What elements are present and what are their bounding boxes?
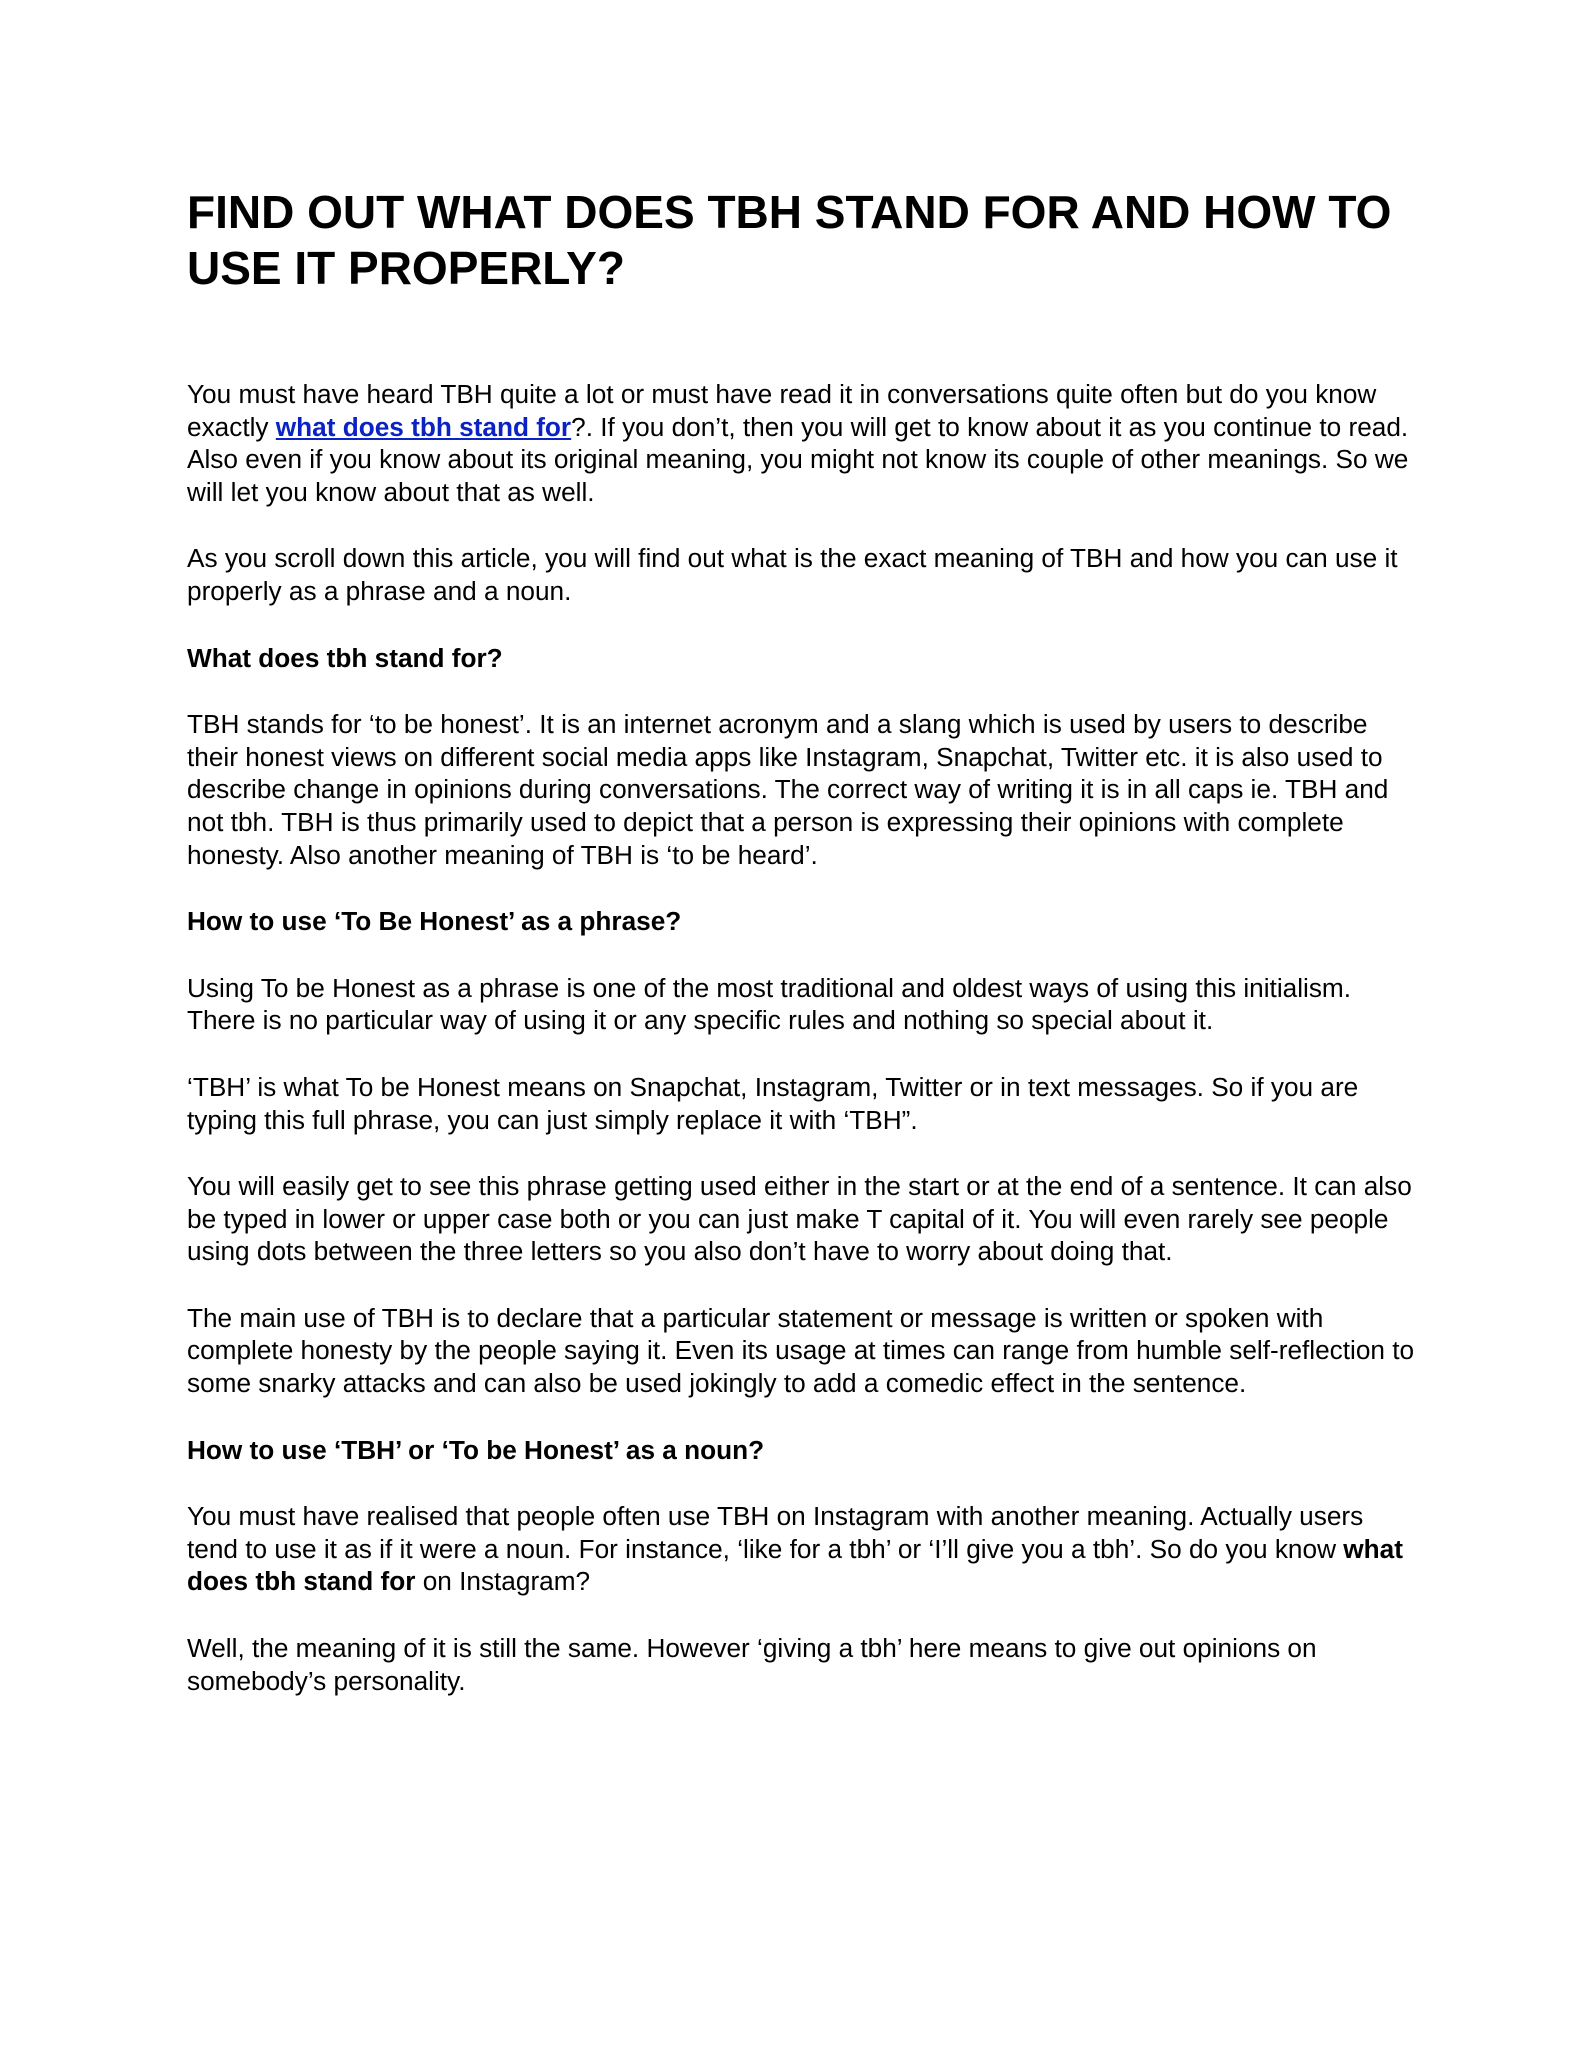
noun-paragraph (187, 1500, 1417, 1598)
noun-bold-phrase: what does tbh stand for (187, 1533, 1403, 1597)
intro-paragraph (187, 378, 1417, 508)
section-heading-what-tbh: What does tbh stand for? (187, 642, 503, 673)
scroll-paragraph: As you scroll down this article, you will find out what is the exact meaning of TBH and how you can use it properly as a phrase and a noun. (187, 543, 1398, 606)
phrase-paragraph: The main use of TBH is to declare that a particular statement or message is written or spoken with complete honesty by the people saying it. Even its usage at times can range from humble self-reflection to some snarky attacks and can also be used jokingly to add a comedic effect in the sentence. (187, 1302, 1415, 1399)
section-heading-phrase: How to use ‘To Be Honest’ as a phrase? (187, 906, 682, 937)
intro-text-before-link: You must have heard TBH quite a lot or must have read it in conversations quite often but do you know exactly (187, 379, 1377, 442)
phrase-paragraph: Using To be Honest as a phrase is one of the most traditional and oldest ways of using this initialism. There is no particular way of using it or any specific rules and nothing so special about it. (187, 972, 1352, 1036)
document-page (187, 184, 1417, 1697)
section-heading-noun: How to use ‘TBH’ or ‘To be Honest’ as a noun? (187, 1434, 765, 1465)
section-paragraph-what-tbh: TBH stands for ‘to be honest’. It is an internet acronym and a slang which is used by users to describe their honest views on different social media apps like Instagram, Snapchat, Twitter etc. it is also used to describe change in opinions during conversations. The correct way of writing it is in all caps ie. TBH and not tbh. TBH is thus primarily used to depict that a person is expressing their opinions with complete honesty. Also another meaning of TBH is ‘to be heard’. (187, 709, 1389, 870)
noun-paragraph-closing: Well, the meaning of it is still the same. However ‘giving a tbh’ here means to give out opinions on somebody’s personality. (187, 1633, 1317, 1696)
noun-text-before-bold: You must have realised that people often use TBH on Instagram with another meaning. Actually users tend to use it as if it were a noun. For instance, ‘like for a tbh’ or ‘I’ll give you a tbh’. So do you know (187, 1501, 1364, 1564)
tbh-meaning-link[interactable]: what does tbh stand for (275, 411, 572, 442)
phrase-paragraph: You will easily get to see this phrase getting used either in the start or at the end of a sentence. It can also be typed in lower or upper case both or you can just make T capital of it. You will even rarely see people using dots between the three letters so you also don’t have to worry about doing that. (187, 1171, 1412, 1267)
intro-text-after-link: ?. If you don’t, then you will get to know about it as you continue to read. Also even if you know about its original meaning, you might not know its couple of other meanings. So we will let you know about that as well. (187, 411, 1409, 507)
phrase-paragraph: ‘TBH’ is what To be Honest means on Snapchat, Instagram, Twitter or in text messages. So if you are typing this full phrase, you can just simply replace it with ‘TBH”. (187, 1071, 1359, 1135)
noun-text-after-bold: on Instagram? (415, 1566, 591, 1597)
document-title: FIND OUT WHAT DOES TBH STAND FOR AND HOW TO USE IT PROPERLY? (187, 186, 1392, 294)
